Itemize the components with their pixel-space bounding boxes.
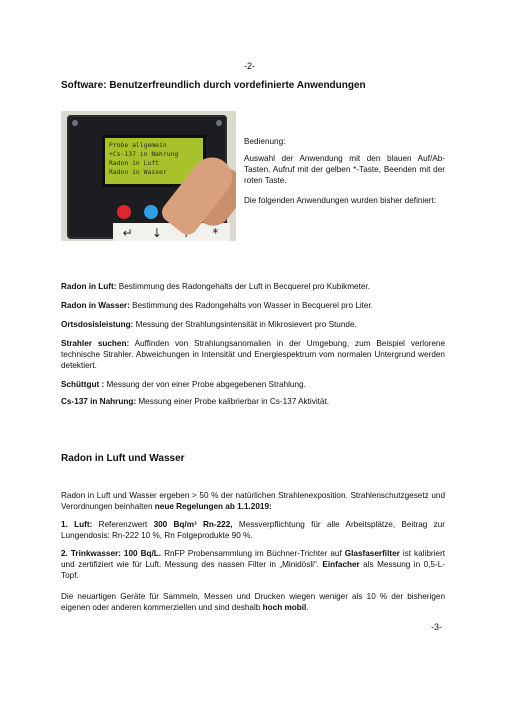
applications-intro: Die folgenden Anwendungen wurden bisher definiert: bbox=[244, 196, 437, 205]
app-term: Schüttgut : bbox=[61, 380, 105, 389]
app-desc: Auffinden von Strahlungsanomalien in der Umgebung, zum Beispiel verlorene technische Strahler. Abweichungen in Intensität und Energiespektrum vom normalen Untergrund werden detektiert. bbox=[61, 339, 446, 370]
enter-icon: ↵ bbox=[122, 226, 133, 240]
item-emphasis: Einfacher bbox=[322, 560, 360, 569]
app-term: Radon in Luft: bbox=[61, 282, 117, 291]
item-emphasis: 300 Bq/m³ Rn-222, bbox=[153, 520, 233, 529]
item-emphasis: Glasfaserfilter bbox=[344, 549, 400, 558]
lcd-line: Probe allgemein bbox=[109, 141, 167, 149]
app-cs137-food bbox=[61, 396, 445, 407]
app-desc: Bestimmung des Radongehalts der Luft in Becquerel pro Kubikmeter. bbox=[116, 282, 370, 291]
app-desc: Messung der Strahlungsintensität in Mikrosievert pro Stunde. bbox=[133, 320, 357, 329]
app-radon-air bbox=[61, 281, 445, 292]
asterisk-icon: * bbox=[212, 226, 219, 240]
item-text: Messverpflichtung für alle Arbeitsplätze, Beitrag zur Lungendosis: Rn-222 10 %, Rn Folgeprodukte 90 %. bbox=[61, 520, 445, 540]
lcd-line: +Cs-137 in Nahrung bbox=[109, 150, 179, 158]
arrow-down-icon: ↓ bbox=[151, 226, 162, 240]
item-text: Referenzwert bbox=[92, 520, 154, 529]
device-photo bbox=[61, 111, 236, 241]
item-text: als Messung in 0,5-L-Topf. bbox=[61, 560, 445, 580]
screw-icon bbox=[216, 120, 222, 126]
paragraph-text: . bbox=[306, 603, 309, 612]
paragraph-emphasis: neue Regelungen ab 1.1.2019: bbox=[154, 502, 272, 511]
screw-icon bbox=[72, 120, 78, 126]
operation-label: Bedienung: bbox=[244, 137, 286, 146]
operation-description: Auswahl der Anwendung mit den blauen Auf/Ab-Tasten. Aufruf mit der gelben *-Taste, Beenden mit der roten Taste. bbox=[244, 154, 445, 185]
app-term: Strahler suchen: bbox=[61, 339, 130, 348]
blue-button-down bbox=[144, 205, 158, 219]
page-number-bottom: -3- bbox=[431, 622, 442, 632]
item-text: ist kalibriert und zertifiziert wie für Luft. Messung des nassen Filter in „Minidösli“. bbox=[61, 549, 445, 569]
app-term: Cs-137 in Nahrung: bbox=[61, 397, 137, 406]
mobility-paragraph bbox=[61, 591, 445, 613]
app-desc: Bestimmung des Radongehalts von Wasser in Becquerel pro Liter. bbox=[129, 301, 374, 310]
paragraph-emphasis: hoch mobil bbox=[262, 603, 307, 612]
item-text: RnFP Probensammlung im Büchner-Trichter auf bbox=[161, 549, 345, 558]
radon-item-air bbox=[61, 519, 445, 541]
item-number: 2. bbox=[61, 549, 68, 558]
page-number-top: -2- bbox=[244, 61, 255, 71]
app-bulk-material bbox=[61, 379, 445, 390]
app-source-search bbox=[61, 338, 445, 371]
item-number: 1. bbox=[61, 520, 68, 529]
item-emphasis: 100 Bq/L. bbox=[120, 549, 162, 558]
app-desc: Messung der von einer Probe abgegebenen Strahlung. bbox=[104, 380, 306, 389]
item-label: Trinkwasser: bbox=[70, 549, 121, 558]
section-heading-radon: Radon in Luft und Wasser bbox=[61, 453, 185, 464]
paragraph-text: Radon in Luft und Wasser ergeben > 50 % der natürlichen Strahlenexposition. Strahlenschutzgesetz und Verordnungen beinhalten bbox=[61, 491, 445, 511]
section-heading-software: Software: Benutzerfreundlich durch vordefinierte Anwendungen bbox=[61, 80, 366, 91]
app-dose-rate bbox=[61, 319, 445, 330]
lcd-line: Radon in Luft bbox=[109, 159, 160, 167]
radon-intro-paragraph bbox=[61, 490, 445, 512]
item-label: Luft: bbox=[74, 520, 93, 529]
red-button bbox=[117, 205, 131, 219]
paragraph-text: Die neuartigen Geräte für Sammeln, Messen und Drucken wiegen weniger als 10 % der bisherigen eigenen oder anderen kommerziellen und sind deshalb bbox=[61, 592, 445, 612]
app-radon-water bbox=[61, 300, 445, 311]
app-term: Ortsdosisleistung: bbox=[61, 320, 134, 329]
app-desc: Messung einer Probe kalibrierbar in Cs-137 Aktivität. bbox=[136, 397, 330, 406]
app-term: Radon in Wasser: bbox=[61, 301, 130, 310]
radon-item-water bbox=[61, 548, 445, 581]
lcd-line: Radon in Wasser bbox=[109, 168, 167, 176]
